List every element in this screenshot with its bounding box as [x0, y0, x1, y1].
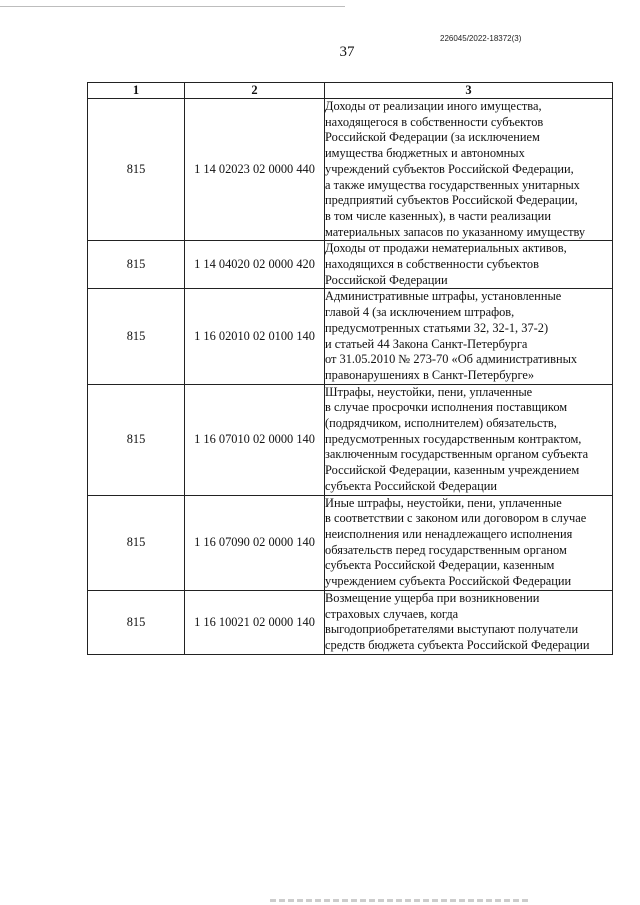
description-line: учреждений субъектов Российской Федерации,: [325, 161, 574, 176]
budget-classification-code-cell: 1 14 04020 02 0000 420: [185, 241, 325, 289]
revenue-description-cell: [325, 99, 613, 241]
description-line: Доходы от продажи нематериальных активов,: [325, 241, 567, 256]
page-number: 37: [339, 44, 355, 60]
description-line: находящегося в собственности субъектов: [325, 114, 544, 129]
scan-artifact: [270, 899, 530, 902]
table-header-row: [88, 83, 613, 99]
description-line: Штрафы, неустойки, пени, уплаченные: [325, 384, 533, 399]
description-line: Доходы от реализации иного имущества,: [325, 99, 542, 113]
description-line: обязательств перед государственным органом: [325, 542, 567, 557]
description-line: предприятий субъектов Российской Федерации,: [325, 193, 578, 208]
budget-classification-code-cell: 1 16 02010 02 0100 140: [185, 289, 325, 384]
table-row: [88, 495, 613, 590]
description-line: правонарушениях в Санкт-Петербурге»: [325, 367, 535, 382]
description-line: Российской Федерации (за исключением: [325, 130, 540, 145]
column-header-2: 2: [185, 83, 325, 99]
agency-code-cell: 815: [88, 384, 185, 495]
description-line: имущества бюджетных и автономных: [325, 146, 525, 161]
table-row: [88, 384, 613, 495]
description-line: в случае просрочки исполнения поставщиком: [325, 400, 568, 415]
table-body: [88, 99, 613, 655]
description-line: и статьей 44 Закона Санкт-Петербурга: [325, 336, 528, 351]
description-line: главой 4 (за исключением штрафов,: [325, 305, 515, 320]
description-line: средств бюджета субъекта Российской Федерации: [325, 637, 590, 652]
description-line: субъекта Российской Федерации, казенным: [325, 558, 555, 573]
agency-code-cell: 815: [88, 289, 185, 384]
column-header-1: 1: [88, 83, 185, 99]
revenue-description-cell: [325, 590, 613, 654]
top-scan-line: [0, 6, 345, 7]
description-line: предусмотренных государственным контрактом,: [325, 431, 582, 446]
agency-code-cell: 815: [88, 495, 185, 590]
description-line: в соответствии с законом или договором в случае: [325, 511, 587, 526]
agency-code-cell: 815: [88, 241, 185, 289]
description-line: Иные штрафы, неустойки, пени, уплаченные: [325, 495, 562, 510]
document-id: 226045/2022-18372(3): [440, 34, 522, 43]
description-line: учреждением субъекта Российской Федерации: [325, 574, 572, 589]
revenue-description-cell: [325, 384, 613, 495]
budget-classification-code-cell: 1 14 02023 02 0000 440: [185, 99, 325, 241]
description-line: Возмещение ущерба при возникновении: [325, 590, 540, 605]
description-line: предусмотренных статьями 32, 32-1, 37-2): [325, 320, 549, 335]
description-line: страховых случаев, когда: [325, 606, 459, 621]
table-row: [88, 590, 613, 654]
budget-codes-table: [87, 82, 613, 655]
description-line: заключенным государственным органом субъекта: [325, 447, 589, 462]
revenue-description-cell: [325, 241, 613, 289]
agency-code-cell: 815: [88, 590, 185, 654]
table-row: [88, 289, 613, 384]
description-line: Российской Федерации, казенным учреждением: [325, 463, 580, 478]
table-row: [88, 241, 613, 289]
description-line: от 31.05.2010 № 273-70 «Об административных: [325, 352, 578, 367]
description-line: Российской Федерации: [325, 272, 448, 287]
budget-classification-code-cell: 1 16 07010 02 0000 140: [185, 384, 325, 495]
description-line: Административные штрафы, установленные: [325, 289, 562, 304]
revenue-description-cell: [325, 289, 613, 384]
description-line: неисполнения или ненадлежащего исполнения: [325, 526, 573, 541]
agency-code-cell: 815: [88, 99, 185, 241]
description-line: субъекта Российской Федерации: [325, 478, 497, 493]
revenue-description-cell: [325, 495, 613, 590]
budget-classification-code-cell: 1 16 10021 02 0000 140: [185, 590, 325, 654]
description-line: выгодоприобретателями выступают получатели: [325, 622, 579, 637]
description-line: а также имущества государственных унитарных: [325, 177, 580, 192]
table-row: [88, 99, 613, 241]
budget-classification-code-cell: 1 16 07090 02 0000 140: [185, 495, 325, 590]
description-line: в том числе казенных), в части реализации: [325, 208, 551, 223]
description-line: материальных запасов по указанному имуществу: [325, 224, 586, 239]
column-header-3: 3: [325, 83, 613, 99]
description-line: (подрядчиком, исполнителем) обязательств,: [325, 416, 557, 431]
description-line: находящихся в собственности субъектов: [325, 257, 539, 272]
